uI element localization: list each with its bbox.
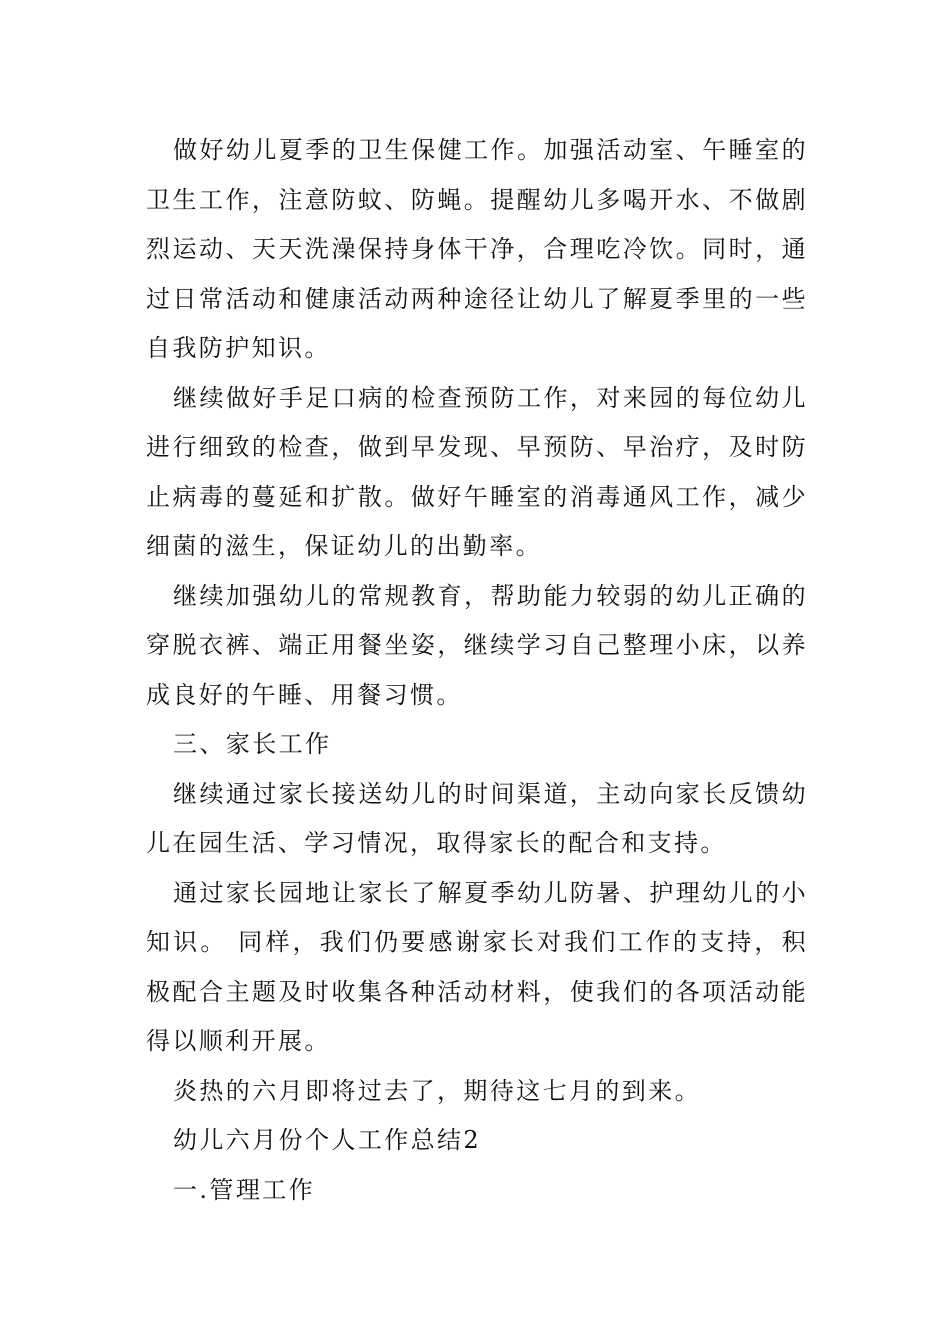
paragraph-parent-feedback: 继续通过家长接送幼儿的时间渠道，主动向家长反馈幼儿在园生活、学习情况，取得家长的配合和支持。 [146,779,808,857]
section-heading-management: 一.管理工作 [173,1175,316,1204]
section-heading-parent-work: 三、家长工作 [173,730,332,758]
paragraph-routine-education: 继续加强幼儿的常规教育，帮助能力较弱的幼儿正确的穿脱衣裤、端正用餐坐姿，继续学习自己整理小床，以养成良好的午睡、用餐习惯。 [146,581,808,709]
document-body [146,126,808,1215]
paragraph-disease-prevention: 继续做好手足口病的检查预防工作，对来园的每位幼儿进行细致的检查，做到早发现、早预防、早治疗，及时防止病毒的蔓延和扩散。做好午睡室的消毒通风工作，减少细菌的滋生，保证幼儿的出勤率。 [146,383,808,560]
document-title-summary-2: 幼儿六月份个人工作总结2 [173,1126,482,1154]
paragraph-hygiene-care: 做好幼儿夏季的卫生保健工作。加强活动室、午睡室的卫生工作，注意防蚊、防蝇。提醒幼儿多喝开水、不做剧烈运动、天天洗澡保持身体干净，合理吃冷饮。同时，通过日常活动和健康活动两种途径让幼儿了解夏季里的一些自我防护知识。 [146,136,808,362]
paragraph-closing: 炎热的六月即将过去了，期待这七月的到来。 [173,1076,701,1105]
paragraph-parent-garden: 通过家长园地让家长了解夏季幼儿防暑、护理幼儿的小知识。 同样，我们仍要感谢家长对我们工作的支持，积极配合主题及时收集各种活动材料，使我们的各项活动能得以顺利开展。 [146,878,808,1055]
